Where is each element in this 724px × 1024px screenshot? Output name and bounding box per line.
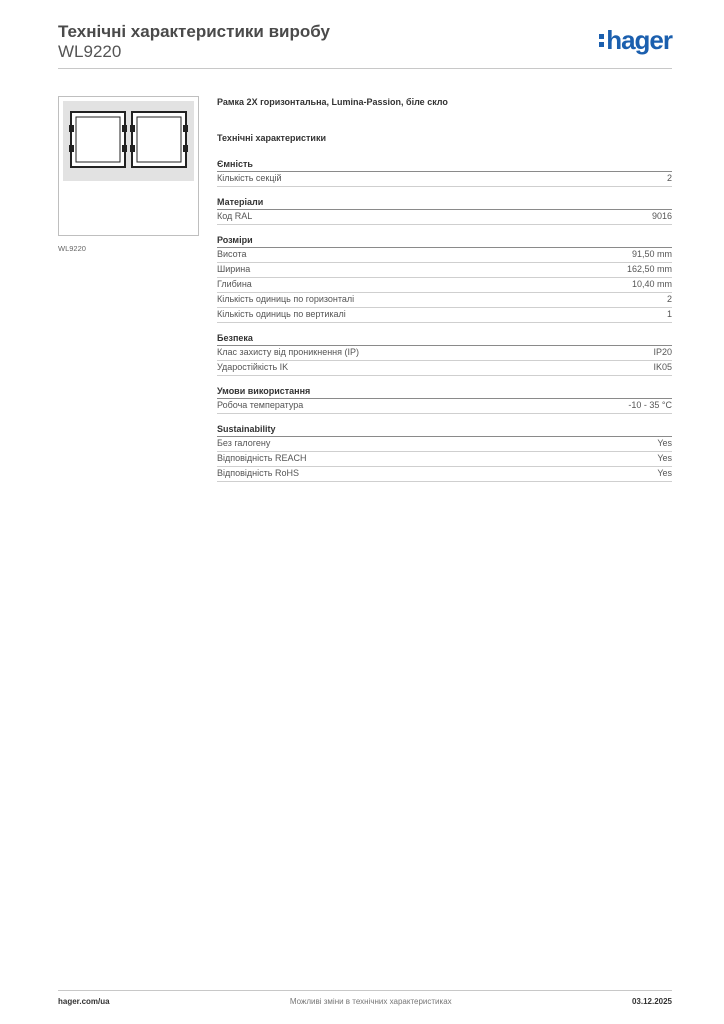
footer-website-link[interactable]: hager.com/ua [58,997,110,1006]
spec-value: 162,50 mm [626,264,672,274]
footer-date: 03.12.2025 [631,997,672,1006]
specs-title: Технічні характеристики [217,133,326,143]
page-footer [58,990,672,1006]
product-image-frame [58,96,199,236]
hager-logo [599,26,672,54]
spec-value: 2 [666,173,672,183]
group-title: Розміри [217,234,672,248]
spec-key: Без галогену [217,438,271,448]
group-title: Умови використання [217,385,672,399]
footer-note: Можливі зміни в технічних характеристиках [289,997,452,1006]
spec-row [217,263,672,278]
spec-value: IK05 [653,362,672,372]
spec-row [217,248,672,263]
spec-group-safety [217,332,672,376]
logo-text: hager [606,25,672,55]
spec-row [217,346,672,361]
spec-row [217,172,672,187]
spec-key: Висота [217,249,247,259]
spec-group-conditions [217,385,672,414]
spec-row [217,361,672,376]
spec-content [217,96,672,491]
spec-group-materials [217,196,672,225]
spec-row [217,452,672,467]
spec-key: Клас захисту від проникнення (IP) [217,347,360,357]
spec-row [217,399,672,414]
spec-key: Глибина [217,279,252,289]
product-description: Рамка 2X горизонтальна, Lumina-Passion, біле скло [217,97,448,107]
product-code: WL9220 [58,42,122,61]
image-caption: WL9220 [58,244,86,253]
spec-row [217,278,672,293]
spec-value: 1 [666,309,672,319]
spec-value: 2 [666,294,672,304]
page-header [58,22,672,70]
spec-value: Yes [657,438,672,448]
group-title: Ємність [217,158,672,172]
spec-key: Робоча температура [217,400,304,410]
spec-key: Ударостійкість IK [217,362,289,372]
spec-key: Кількість одиниць по вертикалі [217,309,346,319]
header-divider [58,68,672,69]
group-title: Матеріали [217,196,672,210]
spec-key: Кількість секцій [217,173,282,183]
spec-row [217,308,672,323]
spec-value: -10 - 35 °C [628,400,672,410]
spec-value: Yes [657,453,672,463]
spec-group-sustainability [217,423,672,482]
spec-value: IP20 [653,347,672,357]
logo-colon-icon [599,34,604,47]
spec-value: 9016 [651,211,672,221]
spec-key: Код RAL [217,211,253,221]
spec-key: Кількість одиниць по горизонталі [217,294,355,304]
group-title: Sustainability [217,423,672,437]
spec-row [217,210,672,225]
spec-group-capacity [217,158,672,187]
spec-key: Відповідність REACH [217,453,307,463]
spec-value: Yes [657,468,672,478]
spec-key: Відповідність RoHS [217,468,299,478]
spec-key: Ширина [217,264,251,274]
spec-group-dimensions [217,234,672,323]
product-image [63,101,194,181]
spec-row [217,437,672,452]
spec-row [217,293,672,308]
spec-value: 91,50 mm [631,249,672,259]
spec-row [217,467,672,482]
page-title: Технічні характеристики виробу [58,22,330,41]
group-title: Безпека [217,332,672,346]
spec-value: 10,40 mm [631,279,672,289]
